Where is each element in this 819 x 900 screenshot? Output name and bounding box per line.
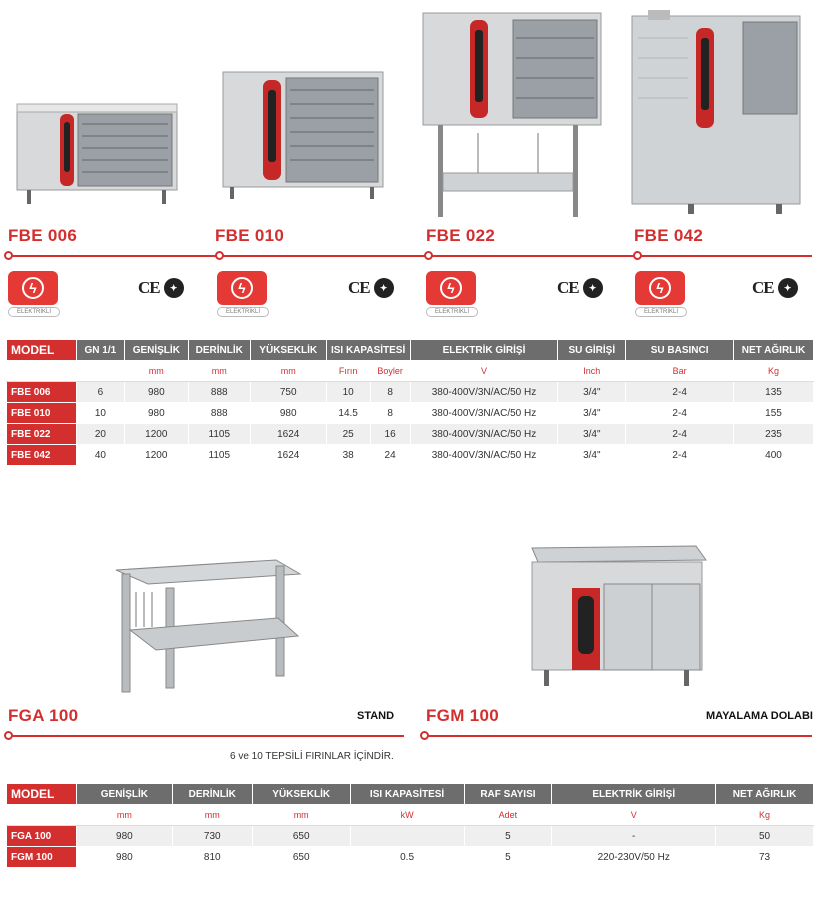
- table-cell: 1200: [124, 424, 188, 445]
- table-cell: 380-400V/3N/AC/50 Hz: [410, 424, 558, 445]
- table-cell: 650: [252, 847, 350, 868]
- unit-cell: mm: [124, 361, 188, 382]
- unit-cell: Kg: [734, 361, 814, 382]
- electric-badge-label: ELEKTRİKLİ: [217, 307, 269, 317]
- ce-mark: CE: [138, 278, 160, 297]
- oven-fbe010-image: [218, 62, 393, 202]
- table-cell: 888: [188, 382, 250, 403]
- table-cell: 155: [734, 403, 814, 424]
- unit-cell: mm: [172, 805, 252, 826]
- table-header: SU GİRİŞİ: [558, 340, 626, 361]
- table-cell: 1105: [188, 424, 250, 445]
- certification-marks: [752, 278, 798, 298]
- table-cell: 1624: [250, 424, 326, 445]
- certification-marks: [348, 278, 394, 298]
- table-cell: 980: [76, 826, 172, 847]
- table-row: [7, 403, 814, 424]
- table-cell: 1200: [124, 445, 188, 466]
- table-cell: 3/4": [558, 445, 626, 466]
- table-cell: 135: [734, 382, 814, 403]
- table-cell: 400: [734, 445, 814, 466]
- certification-marks: [138, 278, 184, 298]
- unit-cell: mm: [188, 361, 250, 382]
- line-dot: [420, 731, 429, 740]
- unit-cell: Bar: [626, 361, 734, 382]
- table-cell: -: [552, 826, 716, 847]
- unit-cell: Boyler: [370, 361, 410, 382]
- table-cell: 980: [124, 403, 188, 424]
- line-dot: [633, 251, 642, 260]
- table-cell: 380-400V/3N/AC/50 Hz: [410, 403, 558, 424]
- table-cell: 750: [250, 382, 326, 403]
- table-cell: 10: [76, 403, 124, 424]
- table-row: [7, 826, 814, 847]
- table-header: MODEL: [7, 340, 77, 361]
- table-cell: 3/4": [558, 382, 626, 403]
- model-cell: FGM 100: [7, 847, 77, 868]
- unit-cell: V: [410, 361, 558, 382]
- stand-fga100-image: [108, 552, 308, 697]
- lightning-icon: ϟ: [231, 277, 253, 299]
- electric-badge: [426, 271, 476, 317]
- table-header: ELEKTRİK GİRİŞİ: [552, 784, 716, 805]
- table-cell: [350, 826, 464, 847]
- oven-spec-table: [6, 339, 814, 466]
- unit-cell: Inch: [558, 361, 626, 382]
- unit-cell: kW: [350, 805, 464, 826]
- table-header-row: [7, 784, 814, 805]
- table-header: MODEL: [7, 784, 77, 805]
- table-cell: 235: [734, 424, 814, 445]
- unit-cell: Fırın: [326, 361, 370, 382]
- stand-note: 6 ve 10 TEPSİLİ FIRINLAR İÇİNDİR.: [230, 751, 394, 762]
- table-header: ISI KAPASİTESİ: [326, 340, 410, 361]
- table-cell: 8: [370, 403, 410, 424]
- table-cell: 980: [76, 847, 172, 868]
- divider-line-3: [424, 735, 812, 737]
- electric-badge-label: ELEKTRİKLİ: [426, 307, 478, 317]
- table-cell: 380-400V/3N/AC/50 Hz: [410, 445, 558, 466]
- table-cell: 20: [76, 424, 124, 445]
- oven-fbe006-image: [12, 100, 192, 210]
- table-cell: 888: [188, 403, 250, 424]
- electric-badge: [635, 271, 685, 317]
- electric-badge-label: ELEKTRİKLİ: [635, 307, 687, 317]
- ce-mark: CE: [348, 278, 370, 297]
- oven-fbe022-image: [418, 8, 608, 220]
- line-dot: [4, 731, 13, 740]
- accessory-name-proofer: MAYALAMA DOLABI: [706, 710, 813, 722]
- table-header: YÜKSEKLİK: [252, 784, 350, 805]
- table-cell: 8: [370, 382, 410, 403]
- product-title-fbe010: FBE 010: [215, 226, 285, 245]
- table-cell: 1105: [188, 445, 250, 466]
- table-cell: 16: [370, 424, 410, 445]
- unit-cell: mm: [250, 361, 326, 382]
- table-cell: 810: [172, 847, 252, 868]
- unit-cell: [7, 805, 77, 826]
- table-cell: 980: [250, 403, 326, 424]
- certification-marks: [557, 278, 603, 298]
- model-cell: FBE 042: [7, 445, 77, 466]
- table-header: ELEKTRİK GİRİŞİ: [410, 340, 558, 361]
- electric-badge: [8, 271, 58, 317]
- electric-badge-label: ELEKTRİKLİ: [8, 307, 60, 317]
- table-header-row: [7, 340, 814, 361]
- table-units-row: [7, 805, 814, 826]
- gas-cert-icon: ✦: [164, 278, 184, 298]
- table-cell: 2-4: [626, 424, 734, 445]
- model-cell: FBE 022: [7, 424, 77, 445]
- unit-cell: mm: [252, 805, 350, 826]
- table-header: GENİŞLİK: [124, 340, 188, 361]
- table-row: [7, 445, 814, 466]
- lightning-icon: ϟ: [440, 277, 462, 299]
- accessory-name-stand: STAND: [357, 710, 395, 722]
- table-cell: 3/4": [558, 424, 626, 445]
- table-cell: 2-4: [626, 445, 734, 466]
- unit-cell: Adet: [464, 805, 552, 826]
- table-header: ISI KAPASİTESİ: [350, 784, 464, 805]
- table-header: DERİNLİK: [172, 784, 252, 805]
- table-header: GENİŞLİK: [76, 784, 172, 805]
- unit-cell: [7, 361, 77, 382]
- table-header: SU BASINCI: [626, 340, 734, 361]
- product-title-fbe042: FBE 042: [634, 226, 704, 245]
- table-cell: 730: [172, 826, 252, 847]
- table-cell: 73: [716, 847, 814, 868]
- table-row: [7, 382, 814, 403]
- table-cell: 3/4": [558, 403, 626, 424]
- line-dot: [4, 251, 13, 260]
- table-header: YÜKSEKLİK: [250, 340, 326, 361]
- table-cell: 1624: [250, 445, 326, 466]
- ce-mark: CE: [752, 278, 774, 297]
- accessory-spec-table: [6, 783, 814, 868]
- table-cell: 24: [370, 445, 410, 466]
- table-cell: 25: [326, 424, 370, 445]
- table-header: DERİNLİK: [188, 340, 250, 361]
- table-cell: 40: [76, 445, 124, 466]
- table-cell: 38: [326, 445, 370, 466]
- model-cell: FGA 100: [7, 826, 77, 847]
- table-cell: 50: [716, 826, 814, 847]
- electric-badge: [217, 271, 267, 317]
- table-cell: 0.5: [350, 847, 464, 868]
- lightning-icon: ϟ: [649, 277, 671, 299]
- table-header: NET AĞIRLIK: [734, 340, 814, 361]
- accessory-title-fgm100: FGM 100: [426, 706, 499, 725]
- oven-fbe042-image: [628, 8, 808, 220]
- divider-line-2: [8, 735, 404, 737]
- model-cell: FBE 006: [7, 382, 77, 403]
- product-title-fbe022: FBE 022: [426, 226, 496, 245]
- gas-cert-icon: ✦: [778, 278, 798, 298]
- unit-cell: mm: [76, 805, 172, 826]
- table-row: [7, 424, 814, 445]
- table-cell: 10: [326, 382, 370, 403]
- line-dot: [215, 251, 224, 260]
- product-title-fbe006: FBE 006: [8, 226, 78, 245]
- model-cell: FBE 010: [7, 403, 77, 424]
- gas-cert-icon: ✦: [374, 278, 394, 298]
- proofer-fgm100-image: [524, 540, 709, 690]
- table-cell: 5: [464, 847, 552, 868]
- table-cell: 14.5: [326, 403, 370, 424]
- ce-mark: CE: [557, 278, 579, 297]
- divider-line-1: [8, 255, 812, 257]
- table-cell: 2-4: [626, 382, 734, 403]
- table-header: NET AĞIRLIK: [716, 784, 814, 805]
- unit-cell: [76, 361, 124, 382]
- lightning-icon: ϟ: [22, 277, 44, 299]
- table-cell: 5: [464, 826, 552, 847]
- table-cell: 980: [124, 382, 188, 403]
- table-row: [7, 847, 814, 868]
- line-dot: [424, 251, 433, 260]
- gas-cert-icon: ✦: [583, 278, 603, 298]
- table-cell: 6: [76, 382, 124, 403]
- accessory-title-fga100: FGA 100: [8, 706, 79, 725]
- table-cell: 650: [252, 826, 350, 847]
- unit-cell: Kg: [716, 805, 814, 826]
- table-units-row: [7, 361, 814, 382]
- table-header: RAF SAYISI: [464, 784, 552, 805]
- table-cell: 380-400V/3N/AC/50 Hz: [410, 382, 558, 403]
- table-cell: 220-230V/50 Hz: [552, 847, 716, 868]
- table-cell: 2-4: [626, 403, 734, 424]
- unit-cell: V: [552, 805, 716, 826]
- table-header: GN 1/1: [76, 340, 124, 361]
